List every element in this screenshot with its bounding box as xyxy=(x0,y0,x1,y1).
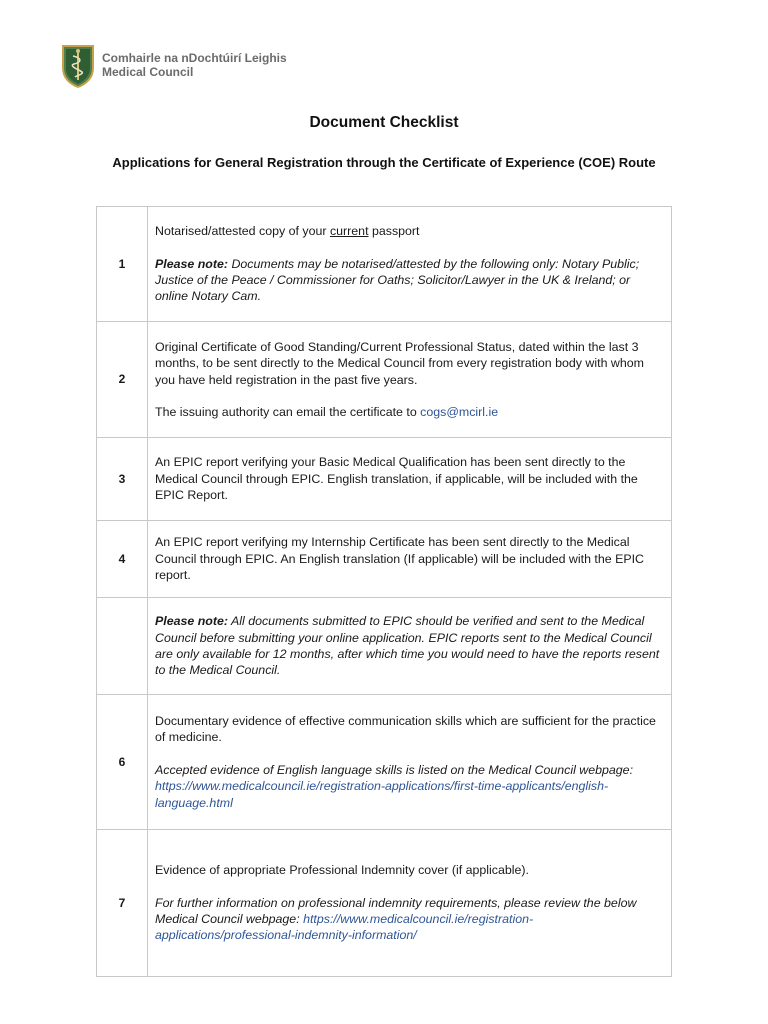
indemnity-link[interactable]: https://www.medicalcouncil.ie/registration-applications/professional-indemnity-information/ xyxy=(155,912,534,943)
table-row xyxy=(97,695,672,830)
page-title: Document Checklist xyxy=(309,114,459,131)
row-content xyxy=(148,207,672,322)
note-text: All documents submitted to EPIC should be verified and sent to the Medical Council before submitting your online application. EPIC reports sent to the Medical Council are only available for 12 months, after which time you would need to have the reports resent to the Medical Council. xyxy=(155,614,660,678)
note-text: Documents may be notarised/attested by the following only: Notary Public; Justice of the Peace / Commissioner for Oaths; Solicitor/Lawyer in the UK & Ireland; or online Notary Cam. xyxy=(155,256,640,304)
row-content xyxy=(148,438,672,521)
org-name-english: Medical Council xyxy=(102,65,194,79)
checklist-table xyxy=(96,206,672,977)
table-row xyxy=(97,521,672,598)
row-text: Original Certificate of Good Standing/Current Professional Status, dated within the last 3 months, to be sent directly to the Medical Council from every registration body with whom you have held registration in the past five years. xyxy=(155,339,644,387)
email-link[interactable]: cogs@mcirl.ie xyxy=(420,404,499,419)
row-content xyxy=(148,521,672,598)
row-number xyxy=(97,598,148,695)
info-text: For further information on professional indemnity requirements, please review the below Medical Council webpage: xyxy=(155,895,637,926)
row-text: Evidence of appropriate Professional Indemnity cover (if applicable). xyxy=(155,863,529,878)
current-underlined: current xyxy=(329,224,369,239)
table-row xyxy=(97,598,672,695)
passport-text: Notarised/attested copy of your xyxy=(155,224,330,239)
row-text: An EPIC report verifying my Internship Certificate has been sent directly to the Medical Council through EPIC. An English translation (If applicable) will be included with the EPIC report. xyxy=(155,535,645,583)
row-number: 7 xyxy=(97,830,148,977)
row-number: 1 xyxy=(97,207,148,322)
row-number: 3 xyxy=(97,438,148,521)
row-number: 2 xyxy=(97,322,148,438)
email-intro: The issuing authority can email the certificate to xyxy=(155,404,421,419)
table-row xyxy=(97,830,672,977)
row-content xyxy=(148,830,672,977)
row-content xyxy=(148,695,672,830)
row-number: 4 xyxy=(97,521,148,598)
table-row xyxy=(97,322,672,438)
table-row xyxy=(97,438,672,521)
page-subtitle: Applications for General Registration through the Certificate of Experience (COE) Route xyxy=(112,155,656,170)
row-number: 6 xyxy=(97,695,148,830)
crest-icon xyxy=(60,42,96,88)
note-label: Please note: xyxy=(155,256,228,271)
info-text: Accepted evidence of English language skills is listed on the Medical Council webpage: xyxy=(155,762,634,777)
note-label: Please note: xyxy=(155,614,228,629)
passport-text-end: passport xyxy=(368,224,420,239)
row-text: An EPIC report verifying your Basic Medical Qualification has been sent directly to the Medical Council through EPIC. English translation, if applicable, will be included with the EPIC Report. xyxy=(155,455,638,503)
table-row xyxy=(97,207,672,322)
medical-council-logo xyxy=(60,42,287,88)
english-language-link[interactable]: https://www.medicalcouncil.ie/registration-applications/first-time-applicants/english-language.html xyxy=(155,779,609,810)
row-content xyxy=(148,598,672,695)
row-text: Documentary evidence of effective communication skills which are sufficient for the practice of medicine. xyxy=(155,713,656,745)
row-content xyxy=(148,322,672,438)
org-name-irish: Comhairle na nDochtúirí Leighis xyxy=(102,51,287,65)
